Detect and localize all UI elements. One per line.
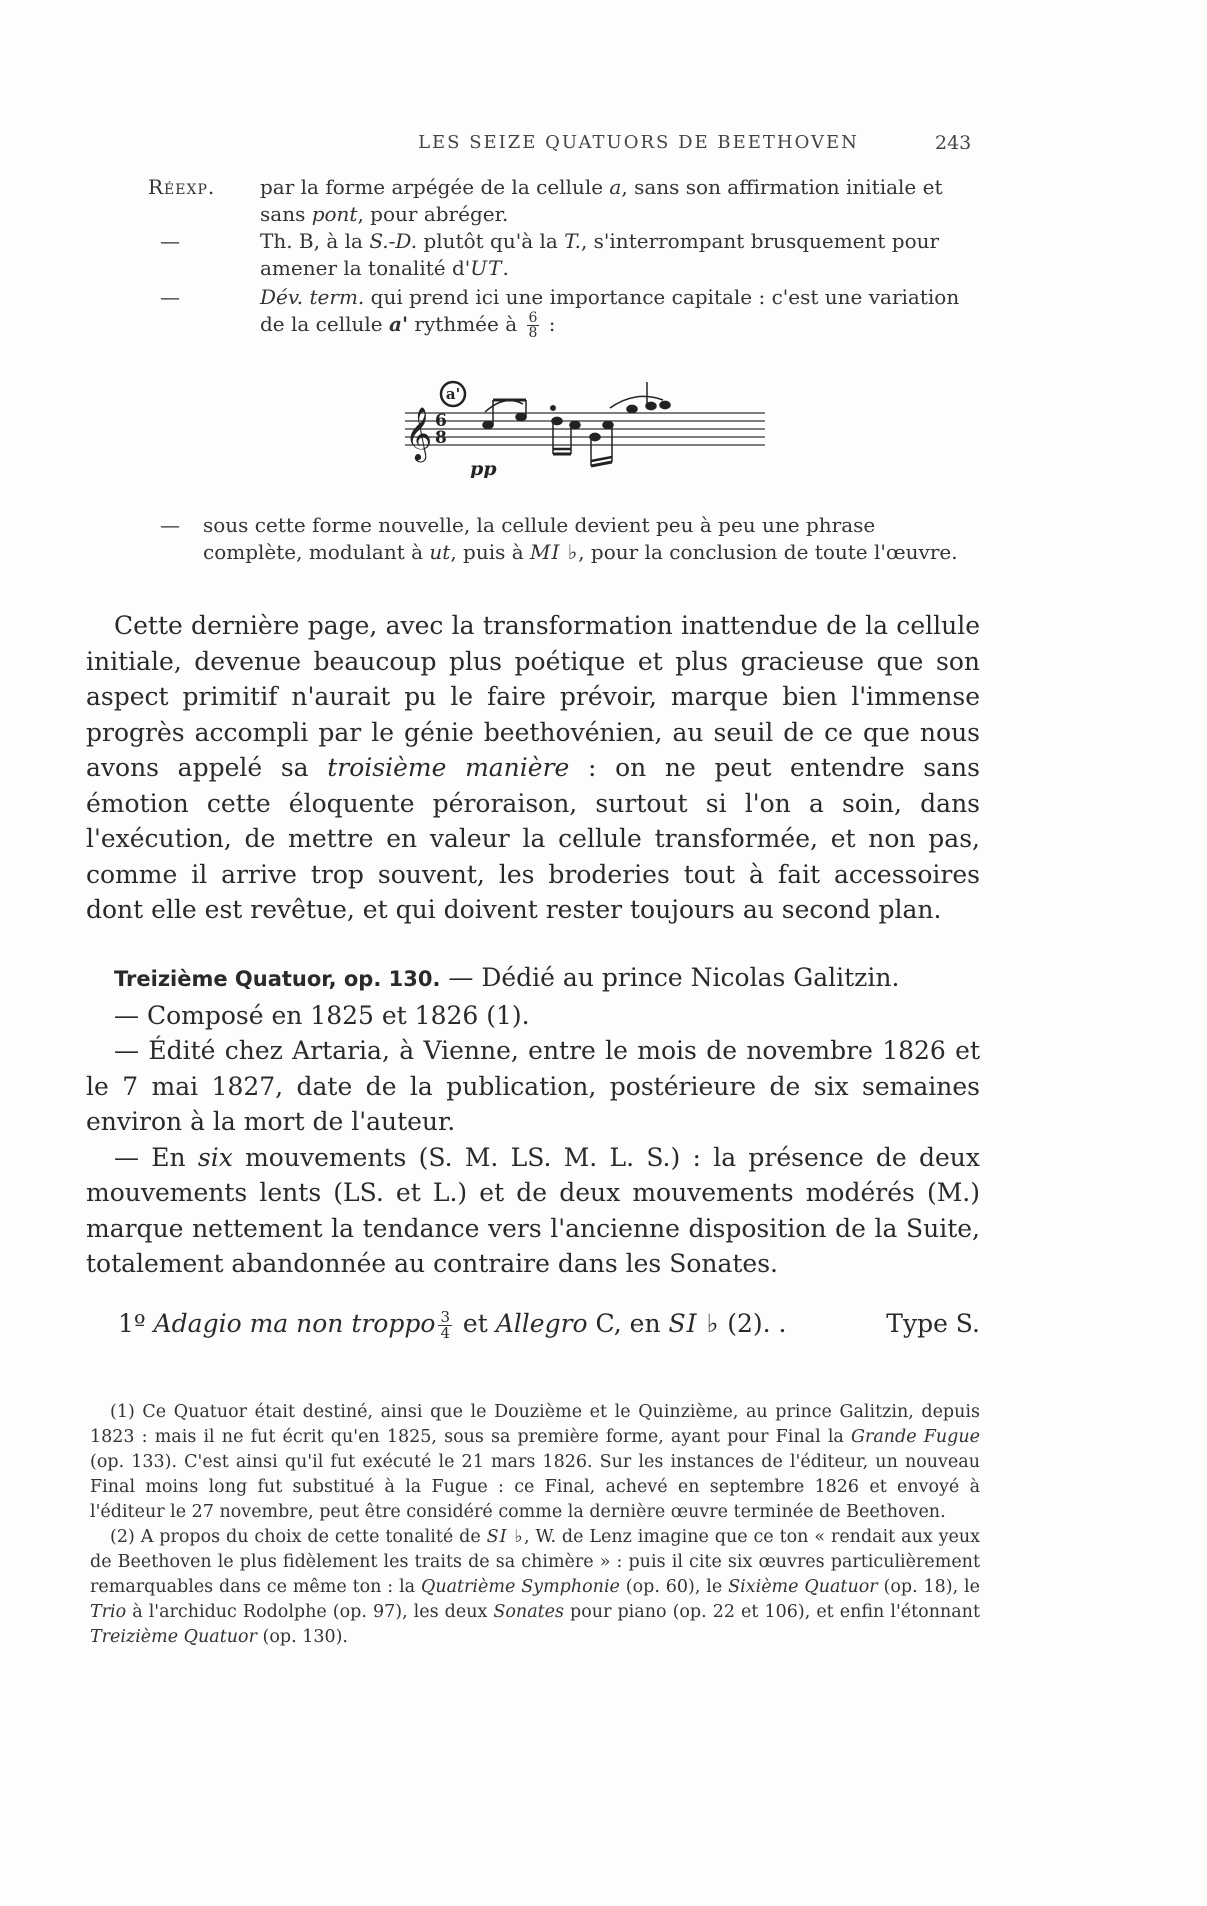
- time-signature-bottom: 8: [435, 428, 447, 448]
- footnote-text: pour piano (op. 22 et 106), et enfin l'étonnant: [564, 1602, 980, 1622]
- footnotes: [90, 1400, 980, 1650]
- term-pont: pont: [311, 202, 358, 226]
- footnote-text: (op. 18), le: [877, 1577, 980, 1597]
- key-sib: SI ♭: [486, 1527, 525, 1547]
- fraction-numerator: 6: [528, 310, 538, 326]
- footnote-text: à l'archiduc Rodolphe (op. 97), les deux: [126, 1602, 494, 1622]
- composed-line: — Composé en 1825 et 1826 (1).: [114, 1000, 530, 1030]
- tempo-text: et: [454, 1309, 496, 1338]
- footnote-text: (op. 60), le: [619, 1577, 729, 1597]
- footnote-text: (2) A propos du choix de cette tonalité de: [110, 1527, 487, 1547]
- section-heading: Treizième Quatuor, op. 130.: [114, 967, 441, 991]
- note-text: sous cette forme nouvelle, la cellule devient peu à peu une phrase complète, modulant à: [203, 513, 876, 564]
- note-text: , pour abréger.: [357, 202, 509, 226]
- note-lead: Réexp.: [148, 175, 216, 199]
- fraction-denominator: 8: [528, 325, 538, 341]
- movement-number: 1º: [118, 1309, 154, 1338]
- note-development: [148, 284, 974, 340]
- analysis-notes-continued: [148, 512, 974, 566]
- work-title: Treizième Quatuor: [90, 1627, 257, 1647]
- key-ut: ut: [429, 540, 451, 564]
- section-heading-line: [86, 960, 980, 998]
- edited-line: — Édité chez Artaria, à Vienne, entre le mois de novembre 1826 et le 7 mai 1827, date de la publication, postérieure de six semaines environ à la mort de l'auteur.: [86, 1036, 980, 1136]
- paragraph-text: Cette dernière page, avec la transformation inattendue de la cellule initiale, devenue beaucoup plus poétique et plus gracieuse que son aspect primitif n'aurait pu le faire prévoir, marque bien l'immense progrès accompli par le génie beethovénien, au seuil de ce que nous avons appelé sa: [86, 611, 980, 782]
- dedication: — Dédié au prince Nicolas Galitzin.: [440, 963, 900, 992]
- note-theme-b: [148, 228, 974, 282]
- staccato-dot: [551, 406, 555, 410]
- music-notes: [483, 382, 670, 466]
- analysis-notes: [148, 174, 974, 340]
- treble-clef-icon: 𝄞: [405, 406, 433, 460]
- emphasis-troisieme-maniere: troisième manière: [327, 753, 570, 782]
- footnote-ref: (2). .: [719, 1309, 787, 1338]
- note-text: rythmée à: [408, 312, 524, 336]
- note-text: Th. B, à la: [260, 229, 370, 253]
- note-dash: —: [160, 229, 180, 253]
- movement-type: Type S.: [886, 1309, 980, 1338]
- common-time: C: [587, 1309, 614, 1338]
- footnote-1: [90, 1400, 980, 1525]
- time-fraction: [527, 311, 540, 340]
- paragraph-last-page: [86, 608, 980, 928]
- note-head: [516, 413, 526, 420]
- key-mib: MI ♭: [530, 540, 579, 564]
- work-title: Quatrième Symphonie: [420, 1577, 620, 1597]
- slur: [485, 400, 523, 412]
- note-head: [660, 401, 670, 408]
- note-text: par la forme arpégée de la cellule: [260, 175, 610, 199]
- note-head: [483, 421, 493, 428]
- time-fraction: [438, 1310, 452, 1341]
- footnote-text: (op. 130).: [256, 1627, 348, 1647]
- movements-line: [86, 1140, 980, 1282]
- footnote-text: (op. 133). C'est ainsi qu'il fut exécuté le 21 mars 1826. Sur les instances de l'éditeur, un nouveau Final moins long fut substitué à la Fugue : ce Final, achevé en septembre 1826 et envoyé à l'éditeur le 27 novembre, peut être considéré comme la dernière œuvre terminée de Beethoven.: [90, 1452, 980, 1522]
- section-treizieme-quatuor: [86, 960, 980, 1282]
- note-text: , s'interrompant brusquement pour amener la tonalité d': [260, 229, 940, 280]
- note-conclusion: [148, 512, 974, 566]
- note-text: , puis à: [450, 540, 531, 564]
- note-text: :: [542, 312, 556, 336]
- tempo-text: , en: [613, 1309, 669, 1338]
- tempo-allegro: Allegro: [495, 1309, 588, 1338]
- time-signature-top: 6: [435, 411, 447, 431]
- cell-label: a: [609, 175, 622, 199]
- beam: [591, 462, 612, 466]
- movements-six: six: [197, 1142, 233, 1172]
- cell-label: a': [388, 312, 409, 336]
- work-title: Trio: [90, 1602, 127, 1622]
- beam: [591, 457, 612, 461]
- note-dash: —: [160, 285, 180, 309]
- staff-lines: [405, 413, 765, 445]
- work-title: Grande Fugue: [851, 1427, 980, 1447]
- note-text: qui prend ici une importance capitale : c'est une variation de la cellule: [260, 285, 960, 336]
- term-dev: Dév. term.: [260, 285, 365, 309]
- note-text: , sans son affirmation initiale et sans: [260, 175, 943, 226]
- page-number: 243: [935, 132, 972, 154]
- term-sd: S.-D.: [369, 229, 418, 253]
- work-title: Sonates: [493, 1602, 565, 1622]
- tempo-adagio: Adagio ma non troppo: [153, 1309, 436, 1338]
- dynamic-marking: pp: [470, 458, 497, 478]
- term-t: T.: [564, 229, 581, 253]
- footnote-2: [90, 1525, 980, 1650]
- movements-text: mouvements (S. M. LS. M. L. S.) : la présence de deux mouvements lents (LS. et L.) et de deux mouvements modérés (M.) marque nettement la tendance vers l'ancienne disposition de la Suite, totalement abandonnée au contraire dans les Sonates.: [86, 1142, 980, 1278]
- note-text: plutôt qu'à la: [417, 229, 565, 253]
- work-title: Sixième Quatuor: [728, 1577, 878, 1597]
- fraction-denominator: 4: [440, 1324, 450, 1342]
- movements-text: — En: [114, 1142, 198, 1172]
- note-reexposition: [148, 174, 974, 228]
- music-excerpt: [395, 378, 770, 478]
- note-head: [627, 405, 637, 412]
- note-text: , pour la conclusion de toute l'œuvre.: [578, 540, 958, 564]
- fraction-numerator: 3: [440, 1308, 450, 1326]
- paragraph-text: : on ne peut entendre sans émotion cette éloquente péroraison, surtout si l'on a soin, dans l'exécution, de mettre en valeur la cellule transformée, et non pas, comme il arrive trop souvent, les broderies tout à fait accessoires dont elle est revêtue, et qui doivent rester toujours au second plan.: [86, 753, 980, 924]
- note-dash: —: [160, 513, 180, 537]
- note-text: .: [502, 256, 509, 280]
- footnote-text: (1) Ce Quatuor était destiné, ainsi que le Douzième et le Quinzième, au prince Galitzin, depuis 1823 : mais il ne fut écrit qu'en 1825, sous sa première forme, ayant pour Final la: [90, 1402, 980, 1447]
- key-sib: SI ♭: [668, 1309, 720, 1338]
- movement-1-line: [118, 1306, 980, 1342]
- footnote-text: , W. de Lenz imagine que ce ton « rendait aux yeux de Beethoven le plus fidèlement les traits de sa chimère » : puis il cite six œuvres particulièrement remarquables dans ce même ton : la: [90, 1527, 981, 1597]
- cell-label-music: a': [445, 385, 461, 403]
- key-ut: UT: [470, 256, 503, 280]
- running-head: LES SEIZE QUATUORS DE BEETHOVEN: [418, 132, 859, 153]
